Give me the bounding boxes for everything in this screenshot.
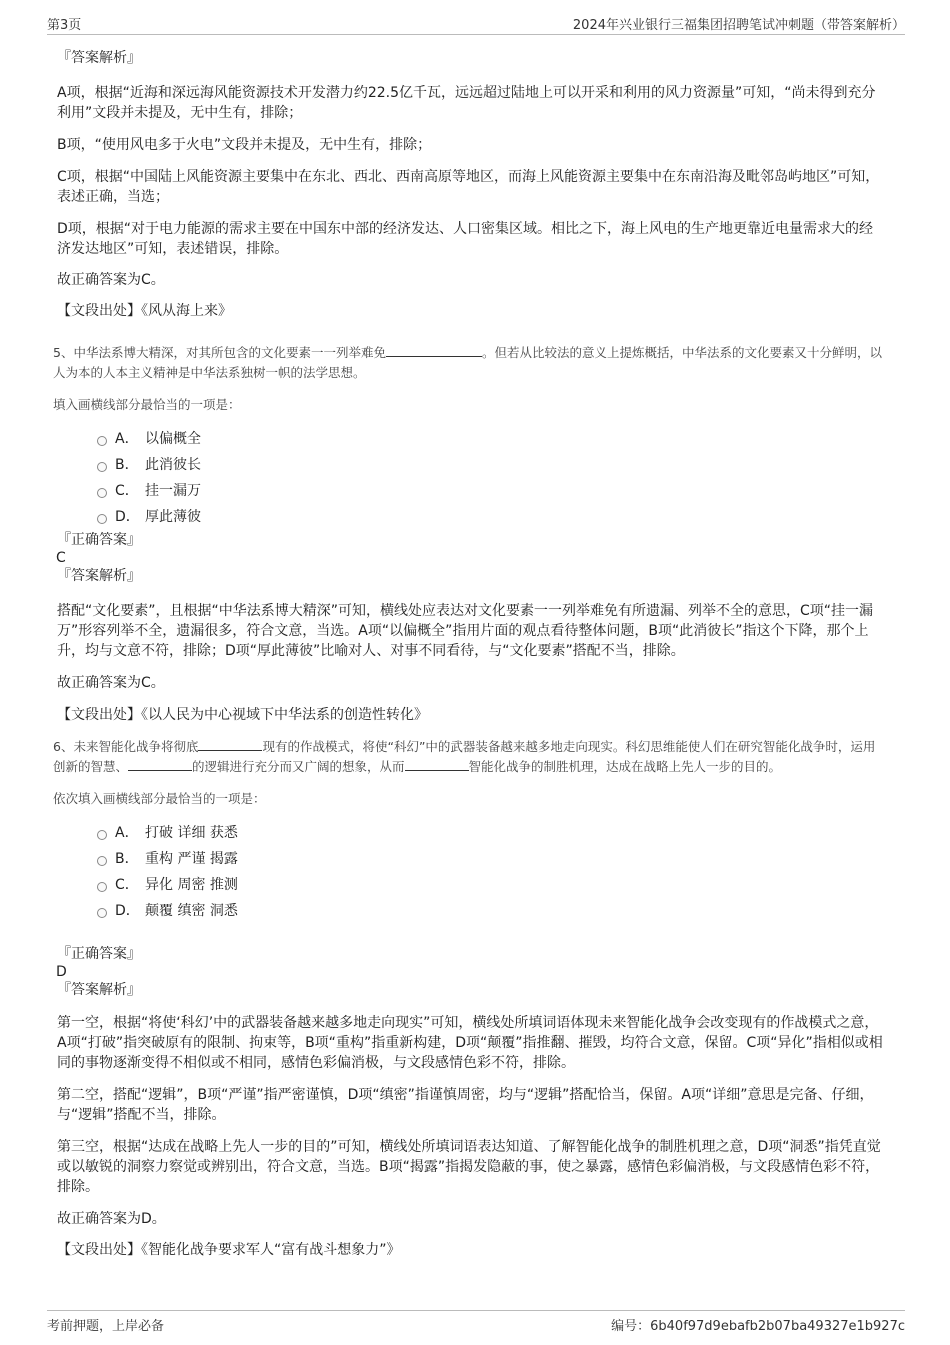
radio-icon[interactable]	[97, 436, 107, 446]
page-content	[53, 46, 887, 1260]
q6-option-d[interactable]	[57, 901, 887, 927]
radio-icon[interactable]	[97, 830, 107, 840]
q6-prompt: 依次填入画横线部分最恰当的一项是：	[53, 791, 266, 806]
q5-blank	[386, 344, 482, 357]
q4-analysis-label: 『答案解析』	[57, 50, 141, 66]
q6-stem	[53, 737, 887, 777]
q4-analysis-a: A项，根据“近海和深远海风能资源技术开发潜力约22.5亿千瓦，远远超过陆地上可以开采和利用的风力资源量”可知，“尚未得到充分利用”文段并未提及，无中生有，排除；	[57, 85, 876, 121]
q5-answer-label: 『正确答案』	[57, 532, 141, 548]
option-letter: A．	[115, 431, 139, 447]
option-letter: D．	[115, 509, 140, 525]
q5-option-b[interactable]	[57, 455, 887, 481]
option-letter: C．	[115, 483, 139, 499]
option-text: 此消彼长	[145, 457, 201, 473]
q6-stem-part1: 6、未来智能化战争将彻底	[53, 739, 199, 754]
q6-option-c[interactable]	[57, 875, 887, 901]
option-text: 挂一漏万	[145, 483, 201, 499]
radio-icon[interactable]	[97, 462, 107, 472]
q5-option-a[interactable]	[57, 429, 887, 455]
q4-analysis-b: B项，“使用风电多于火电”文段并未提及，无中生有，排除；	[57, 137, 432, 153]
option-text: 重构 严谨 揭露	[145, 851, 238, 867]
q6-blank-1	[198, 738, 262, 751]
option-letter: C．	[115, 877, 139, 893]
option-text: 以偏概全	[145, 431, 201, 447]
q6-options	[57, 823, 887, 927]
q6-conclusion: 故正确答案为D。	[57, 1211, 166, 1227]
q4-analysis-d: D项，根据“对于电力能源的需求主要在中国东中部的经济发达、人口密集区域。相比之下，海上风电的生产地更靠近电量需求大的经济发达地区”可知，表述错误，排除。	[57, 221, 874, 257]
q5-stem-part1: 5、中华法系博大精深，对其所包含的文化要素一一列举难免	[53, 345, 386, 360]
q6-answer: D	[56, 964, 67, 980]
q5-options	[57, 429, 887, 533]
q6-blank-3	[405, 758, 469, 771]
option-letter: D．	[115, 903, 140, 919]
option-letter: B．	[115, 851, 139, 867]
q6-stem-part3: 的逻辑进行充分而又广阔的想象，从而	[192, 759, 405, 774]
radio-icon[interactable]	[97, 882, 107, 892]
q5-option-c[interactable]	[57, 481, 887, 507]
q6-blank-2	[128, 758, 192, 771]
q6-analysis-1: 第一空，根据“将使‘科幻’中的武器装备越来越多地走向现实”可知，横线处所填词语体现未来智能化战争会改变现有的作战模式之意，A项“打破”指突破原有的限制、拘束等，B项“重构”指重新构建，D项“颠覆”指推翻、摧毁，均符合文意，保留。C项“异化”指相似或相同的事物逐渐变得不相似或不相同，感情色彩偏消极，与文段感情色彩不符，排除。	[57, 1015, 883, 1071]
document-title: 2024年兴业银行三福集团招聘笔试冲刺题（带答案解析）	[572, 18, 905, 33]
q6-analysis-3: 第三空，根据“达成在战略上先人一步的目的”可知，横线处所填词语表达知道、了解智能化战争的制胜机理之意，D项“洞悉”指凭直觉或以敏锐的洞察力察觉或辨别出，符合文意，当选。B项“揭露”指揭发隐蔽的事，使之暴露，感情色彩偏消极，与文段感情色彩不符，排除。	[57, 1139, 881, 1195]
option-text: 异化 周密 推测	[145, 877, 238, 893]
option-text: 厚此薄彼	[145, 509, 201, 525]
q4-source: 【文段出处】《风从海上来》	[57, 303, 232, 319]
q6-answer-label: 『正确答案』	[57, 946, 141, 962]
q5-source: 【文段出处】《以人民为中心视域下中华法系的创造性转化》	[57, 707, 428, 723]
q6-analysis-label: 『答案解析』	[57, 982, 141, 998]
q6-stem-part4: 智能化战争的制胜机理，达成在战略上先人一步的目的。	[468, 759, 782, 774]
q5-analysis-label: 『答案解析』	[57, 568, 141, 584]
q5-stem	[53, 343, 887, 383]
option-text: 颠覆 缜密 洞悉	[145, 903, 238, 919]
option-letter: B．	[115, 457, 139, 473]
q6-source: 【文段出处】《智能化战争要求军人“富有战斗想象力”》	[57, 1242, 401, 1258]
radio-icon[interactable]	[97, 856, 107, 866]
page-footer	[47, 1310, 905, 1333]
q5-answer: C	[56, 550, 66, 566]
page-header	[47, 14, 905, 35]
q6-option-a[interactable]	[57, 823, 887, 849]
option-text: 打破 详细 获悉	[145, 825, 238, 841]
radio-icon[interactable]	[97, 514, 107, 524]
option-letter: A．	[115, 825, 139, 841]
radio-icon[interactable]	[97, 908, 107, 918]
q5-conclusion: 故正确答案为C。	[57, 675, 165, 691]
q4-analysis-c: C项，根据“中国陆上风能资源主要集中在东北、西北、西南高原等地区，而海上风能资源主要集中在东南沿海及毗邻岛屿地区”可知，表述正确，当选；	[57, 169, 880, 205]
q6-stem-part2: 现有的作战模式，将使“科幻”中的武器装备越来越多地走向现实。科幻思维能使人们在研究智能化战争时，运用创新的智慧、	[53, 739, 876, 774]
radio-icon[interactable]	[97, 488, 107, 498]
q5-prompt: 填入画横线部分最恰当的一项是：	[53, 397, 241, 412]
q6-analysis-2: 第二空，搭配“逻辑”，B项“严谨”指严密谨慎，D项“缜密”指谨慎周密，均与“逻辑”搭配恰当，保留。A项“详细”意思是完备、仔细，与“逻辑”搭配不当，排除。	[57, 1087, 874, 1123]
q5-analysis: 搭配“文化要素”，且根据“中华法系博大精深”可知，横线处应表达对文化要素一一列举难免有所遗漏、列举不全的意思，C项“挂一漏万”形容列举不全，遗漏很多，符合文意，当选。A项“以偏概全”指用片面的观点看待整体问题，B项“此消彼长”指这个下降，那个上升，均与文意不符，排除；D项“厚此薄彼”比喻对人、对事不同看待，与“文化要素”搭配不当，排除。	[57, 603, 874, 659]
q5-stem-part2: 。但若从比较法的意义上提炼概括，中华法系的文化要素又十分鲜明，以人为本的人本主义精神是中华法系独树一帜的法学思想。	[53, 345, 882, 380]
page-number: 第3页	[47, 18, 82, 33]
q5-option-d[interactable]	[57, 507, 887, 533]
footer-slogan: 考前押题，上岸必备	[47, 1319, 165, 1334]
document-code: 编号：6b40f97d9ebafb2b07ba49327e1b927c	[611, 1319, 905, 1334]
q4-conclusion: 故正确答案为C。	[57, 272, 165, 288]
q6-option-b[interactable]	[57, 849, 887, 875]
